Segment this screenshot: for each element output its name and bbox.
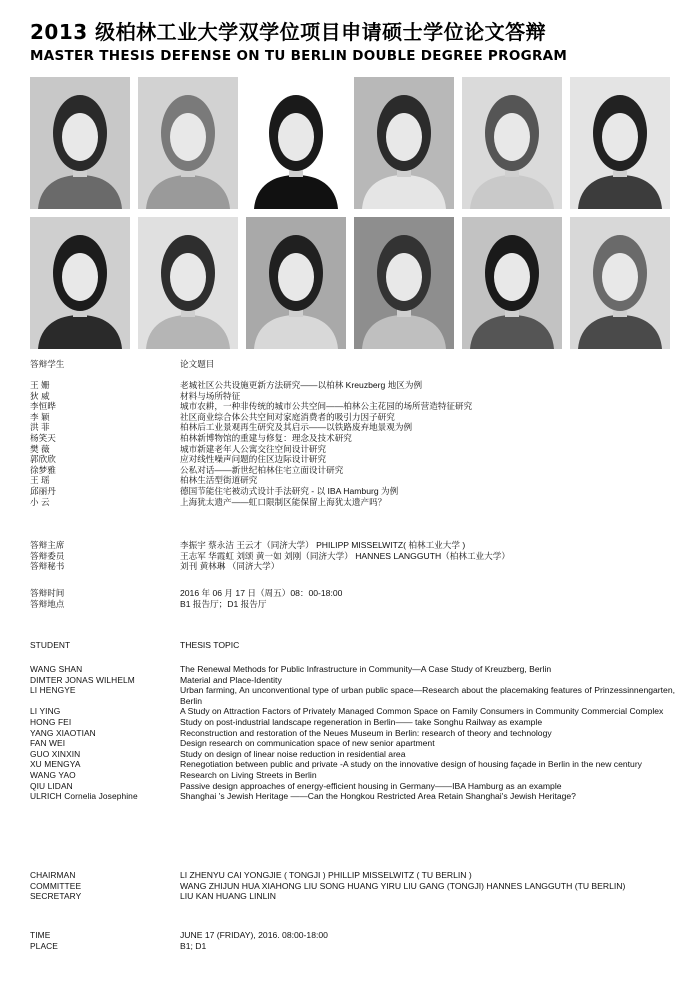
committee-members: 刘刊 黄林琳 （同济大学）: [180, 561, 280, 572]
student-row: [30, 738, 675, 749]
chinese-list-header: [30, 359, 675, 370]
student-name: 小 云: [30, 496, 50, 507]
thesis-topic: 城市农耕，一种非传统的城市公共空间——柏林公主花园的场所营造特征研究: [180, 401, 473, 412]
portrait-silhouette: [462, 77, 562, 209]
student-name: 樊 薇: [30, 443, 50, 454]
student-name: LI HENGYE: [30, 685, 76, 696]
student-name: XU MENGYA: [30, 759, 81, 770]
student-row: [30, 770, 675, 781]
committee-role: 答辩主席: [30, 540, 65, 550]
page-title-english: MASTER THESIS DEFENSE ON TU BERLIN DOUBLE DEGREE PROGRAM: [30, 48, 568, 64]
student-row: [30, 475, 675, 486]
thesis-topic: Study on design of linear noise reduction in residential area: [180, 748, 406, 759]
time-label: TIME: [30, 930, 51, 940]
portrait-silhouette: [138, 77, 238, 209]
portrait-silhouette: [570, 77, 670, 209]
student-name: 李恒晔: [30, 401, 56, 412]
portrait-3: [246, 77, 346, 209]
place-value: B1 报告厅；D1 报告厅: [180, 598, 267, 609]
portrait-silhouette: [246, 77, 346, 209]
student-name: 邱丽丹: [30, 485, 56, 496]
student-row: [30, 728, 675, 739]
portrait-silhouette: [354, 217, 454, 349]
committee-row: [30, 540, 675, 551]
student-row: [30, 749, 675, 760]
student-name: 杨笑天: [30, 432, 56, 443]
topic-column-header: THESIS TOPIC: [180, 640, 240, 650]
committee-role: SECRETARY: [30, 891, 82, 902]
student-row: [30, 454, 675, 465]
student-row: [30, 486, 675, 497]
committee-role: 答辩委员: [30, 550, 65, 561]
chinese-place-row: [30, 599, 675, 610]
portrait-silhouette: [30, 77, 130, 209]
time-label: 答辩时间: [30, 588, 65, 598]
portrait-2: [138, 77, 238, 209]
place-label: 答辩地点: [30, 598, 65, 609]
committee-members: 王志军 华霞虹 刘颂 黄一如 刘刚（同济大学） HANNES LANGGUTH（柏林工业大学）: [180, 550, 510, 561]
committee-role: CHAIRMAN: [30, 870, 76, 880]
thesis-topic: A Study on Attraction Factors of Privately Managed Common Space on Family Consumers in Community Commercial Complex: [180, 706, 664, 717]
thesis-topic: Material and Place-Identity: [180, 674, 282, 685]
student-name: YANG XIAOTIAN: [30, 727, 96, 738]
student-row: [30, 664, 675, 675]
committee-row: [30, 551, 675, 562]
thesis-topic: 老城社区公共设施更新方法研究——以柏林 Kreuzberg 地区为例: [180, 380, 423, 390]
student-name: WANG SHAN: [30, 664, 83, 674]
portrait-11: [462, 217, 562, 349]
student-row: [30, 401, 675, 412]
thesis-topic: Study on post-industrial landscape regeneration in Berlin—— take Songhu Railway as example: [180, 716, 543, 727]
portrait-10: [354, 217, 454, 349]
thesis-topic: 柏林新博物馆的重建与修复：理念及技术研究: [180, 432, 352, 443]
time-value: 2016 年 06 月 17 日（周五）08：00-18:00: [180, 588, 343, 598]
student-name: 狄 威: [30, 390, 50, 401]
committee-row: [30, 561, 675, 572]
thesis-topic: 材料与场所特征: [180, 390, 241, 401]
thesis-topic: 城市新建老年人公寓交往空间设计研究: [180, 443, 327, 454]
thesis-topic: The Renewal Methods for Public Infrastructure in Community—A Case Study of Kreuzberg, Berlin: [180, 664, 552, 674]
student-name: ULRICH Cornelia Josephine: [30, 791, 138, 802]
student-name: 王 姗: [30, 380, 50, 390]
english-students: [30, 664, 675, 802]
thesis-topic: Urban farming, An unconventional type of urban public space—Research about the placemaking features of Prinzessinnengarten, Berlin: [180, 685, 675, 706]
thesis-topic: Research on Living Streets in Berlin: [180, 769, 317, 780]
student-row: [30, 465, 675, 476]
page-title-chinese: 2013 级柏林工业大学双学位项目申请硕士学位论文答辩: [30, 20, 547, 44]
student-name: 郭欣欣: [30, 454, 56, 465]
portrait-silhouette: [354, 77, 454, 209]
student-name: LI YING: [30, 706, 61, 717]
portrait-silhouette: [570, 217, 670, 349]
student-row: [30, 781, 675, 792]
student-row: [30, 497, 675, 508]
thesis-topic: Shanghai 's Jewish Heritage ——Can the Hongkou Restricted Area Retain Shanghai's Jewish Heritage?: [180, 791, 576, 802]
thesis-topic: Renegotiation between public and private -A study on the innovative design of housing façade in Berlin in the new century: [180, 759, 642, 770]
student-name: 王 瑶: [30, 475, 50, 486]
portrait-silhouette: [30, 217, 130, 349]
student-row: [30, 791, 675, 802]
student-row: [30, 685, 675, 706]
committee-row: [30, 870, 675, 881]
student-name: 洪 菲: [30, 422, 50, 433]
english-place-row: [30, 941, 675, 952]
place-label: PLACE: [30, 940, 58, 951]
portrait-silhouette: [138, 217, 238, 349]
committee-row: [30, 881, 675, 892]
committee-members: LIU KAN HUANG LINLIN: [180, 891, 276, 902]
thesis-topic: Reconstruction and restoration of the Neues Museum in Berlin: research of theory and technology: [180, 727, 552, 738]
thesis-topic: Passive design approaches of energy-efficient housing in Germany——IBA Hamburg as an example: [180, 780, 562, 791]
chinese-time-row: [30, 588, 675, 599]
committee-members: LI ZHENYU CAI YONGJIE ( TONGJI ) PHILLIP MISSELWITZ ( TU BERLIN ): [180, 870, 472, 880]
portrait-4: [354, 77, 454, 209]
portrait-6: [570, 77, 670, 209]
student-name: DIMTER JONAS WILHELM: [30, 674, 135, 685]
student-name: FAN WEI: [30, 738, 66, 749]
student-row: [30, 412, 675, 423]
student-row: [30, 391, 675, 402]
student-row: [30, 422, 675, 433]
chinese-students: [30, 380, 675, 507]
thesis-topic: 应对线性噪声问题的住区边际设计研究: [180, 454, 327, 465]
student-name: GUO XINXIN: [30, 748, 81, 759]
student-name: HONG FEI: [30, 716, 72, 727]
thesis-topic: 柏林生活型街道研究: [180, 475, 258, 486]
portrait-grid: [30, 77, 670, 349]
topic-column-header: 论文题目: [180, 359, 215, 369]
english-committee: [30, 870, 675, 902]
portrait-12: [570, 217, 670, 349]
student-row: [30, 444, 675, 455]
student-column-header: 答辩学生: [30, 359, 65, 369]
portrait-silhouette: [462, 217, 562, 349]
english-time-row: [30, 930, 675, 941]
student-name: 徐梦雅: [30, 464, 56, 475]
student-row: [30, 433, 675, 444]
student-row: [30, 706, 675, 717]
chinese-schedule: [30, 588, 675, 609]
portrait-7: [30, 217, 130, 349]
english-student-list: [30, 640, 675, 651]
committee-role: 答辩秘书: [30, 561, 65, 572]
thesis-topic: Design research on communication space of new senior apartment: [180, 738, 435, 749]
chinese-committee: [30, 540, 675, 572]
committee-row: [30, 891, 675, 902]
student-name: 李 颖: [30, 411, 50, 422]
portrait-1: [30, 77, 130, 209]
thesis-topic: 德国节能住宅被动式设计手法研究 - 以 IBA Hamburg 为例: [180, 485, 399, 496]
student-row: [30, 380, 675, 391]
student-row: [30, 717, 675, 728]
thesis-topic: 上海犹太遗产——虹口限制区能保留上海犹太遗产吗？: [180, 496, 387, 507]
time-value: JUNE 17 (FRIDAY), 2016. 08:00-18:00: [180, 930, 328, 940]
committee-members: WANG ZHIJUN HUA XIAHONG LIU SONG HUANG YIRU LIU GANG (TONGJI) HANNES LANGGUTH (TU BERLIN): [180, 880, 626, 891]
committee-role: COMMITTEE: [30, 880, 82, 891]
student-column-header: STUDENT: [30, 640, 71, 650]
portrait-9: [246, 217, 346, 349]
english-list-header: [30, 640, 675, 651]
committee-members: 李振宇 蔡永洁 王云才（同济大学） PHILIPP MISSELWITZ( 柏林工业大学 ): [180, 540, 466, 550]
student-name: QIU LIDAN: [30, 780, 73, 791]
english-schedule: [30, 930, 675, 951]
student-row: [30, 675, 675, 686]
thesis-topic: 社区商业综合体公共空间对家庭消费者的吸引力因子研究: [180, 411, 395, 422]
thesis-topic: 公私对话——新世纪柏林住宅立面设计研究: [180, 464, 344, 475]
portrait-silhouette: [246, 217, 346, 349]
thesis-topic: 柏林后工业景观再生研究及其启示——以铁路废弃地景观为例: [180, 422, 413, 433]
portrait-5: [462, 77, 562, 209]
student-row: [30, 759, 675, 770]
chinese-student-list: [30, 359, 675, 370]
place-value: B1; D1: [180, 940, 207, 951]
student-name: WANG YAO: [30, 769, 76, 780]
portrait-8: [138, 217, 238, 349]
